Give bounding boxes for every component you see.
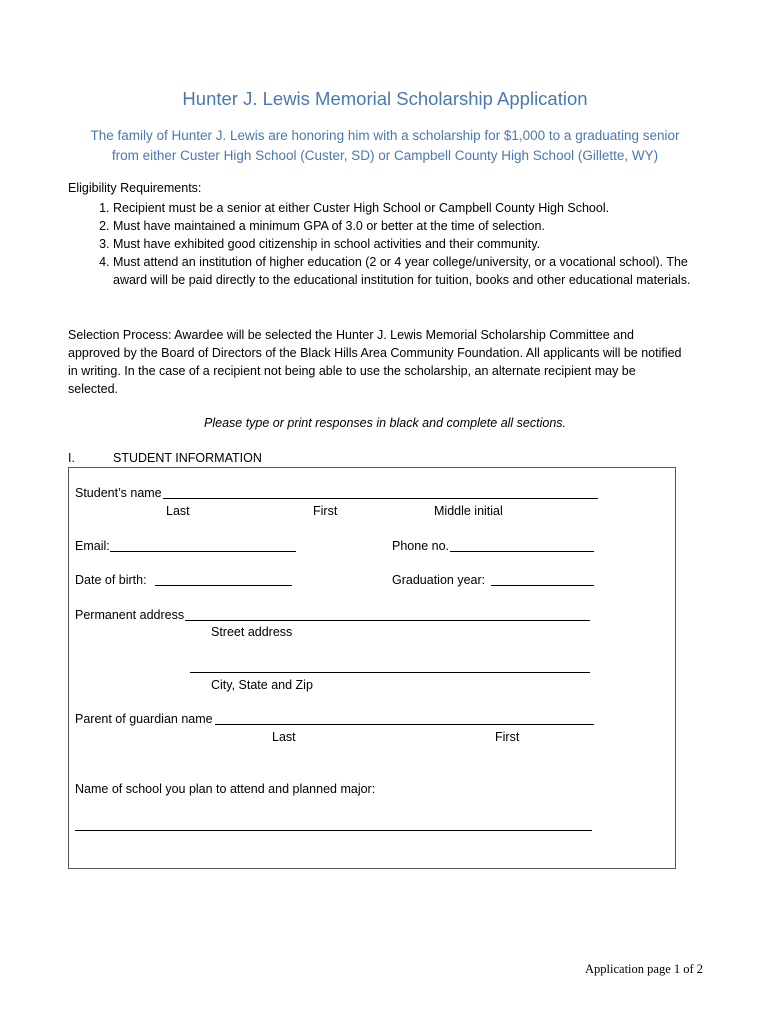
street-caption: Street address [211, 625, 293, 639]
subtitle-line-2: from either Custer High School (Custer, SD) or Campbell County High School (Gillette, WY) [111, 148, 659, 163]
eligibility-item: 4. Must attend an institution of higher education (2 or 4 year college/university, or a vocational school). The award will be paid directly to the educational institution for tuition, books and other educational materials. [113, 253, 693, 289]
city-caption: City, State and Zip [211, 678, 313, 692]
school-field[interactable] [75, 830, 592, 831]
section-number: I. [68, 451, 75, 465]
parent-name-field[interactable] [215, 724, 594, 725]
dob-label: Date of birth: [75, 573, 147, 587]
selection-process: Selection Process: Awardee will be selected the Hunter J. Lewis Memorial Scholarship Committee and approved by the Board of Directors of the Black Hills Area Community Foundation. All applicants will be notified in writing. In the case of a recipient not being able to use the scholarship, an alternate recipient may be selected. [68, 328, 682, 396]
parent-last-caption: Last [272, 730, 296, 744]
instructions: Please type or print responses in black and complete all sections. [204, 416, 566, 430]
page-footer: Application page 1 of 2 [585, 962, 704, 976]
subtitle-line-1: The family of Hunter J. Lewis are honoring him with a scholarship for $1,000 to a graduating senior [90, 128, 680, 143]
name-middle-caption: Middle initial [434, 504, 503, 518]
grad-year-label: Graduation year: [392, 573, 486, 587]
street-address-field[interactable] [185, 620, 590, 621]
grad-year-field[interactable] [491, 585, 594, 586]
section-heading: STUDENT INFORMATION [113, 451, 262, 465]
phone-field[interactable] [450, 551, 594, 552]
eligibility-list [68, 199, 693, 289]
city-state-zip-field[interactable] [190, 672, 590, 673]
email-label: Email: [75, 539, 110, 553]
eligibility-item: 2. Must have maintained a minimum GPA of 3.0 or better at the time of selection. [113, 217, 693, 235]
email-field[interactable] [110, 551, 296, 552]
eligibility-item: 3. Must have exhibited good citizenship in school activities and their community. [113, 235, 693, 253]
parent-first-caption: First [495, 730, 520, 744]
name-first-caption: First [313, 504, 338, 518]
eligibility-heading: Eligibility Requirements: [68, 181, 202, 195]
phone-label: Phone no. [392, 539, 449, 553]
student-name-field[interactable] [163, 498, 598, 499]
student-name-label: Student’s name [75, 486, 162, 500]
name-last-caption: Last [166, 504, 190, 518]
dob-field[interactable] [155, 585, 292, 586]
student-info-box [68, 467, 676, 869]
page-title: Hunter J. Lewis Memorial Scholarship Application [182, 88, 588, 109]
eligibility-item: 1. Recipient must be a senior at either Custer High School or Campbell County High School. [113, 199, 693, 217]
parent-label: Parent of guardian name [75, 712, 213, 726]
school-label: Name of school you plan to attend and planned major: [75, 782, 376, 796]
address-label: Permanent address [75, 608, 185, 622]
